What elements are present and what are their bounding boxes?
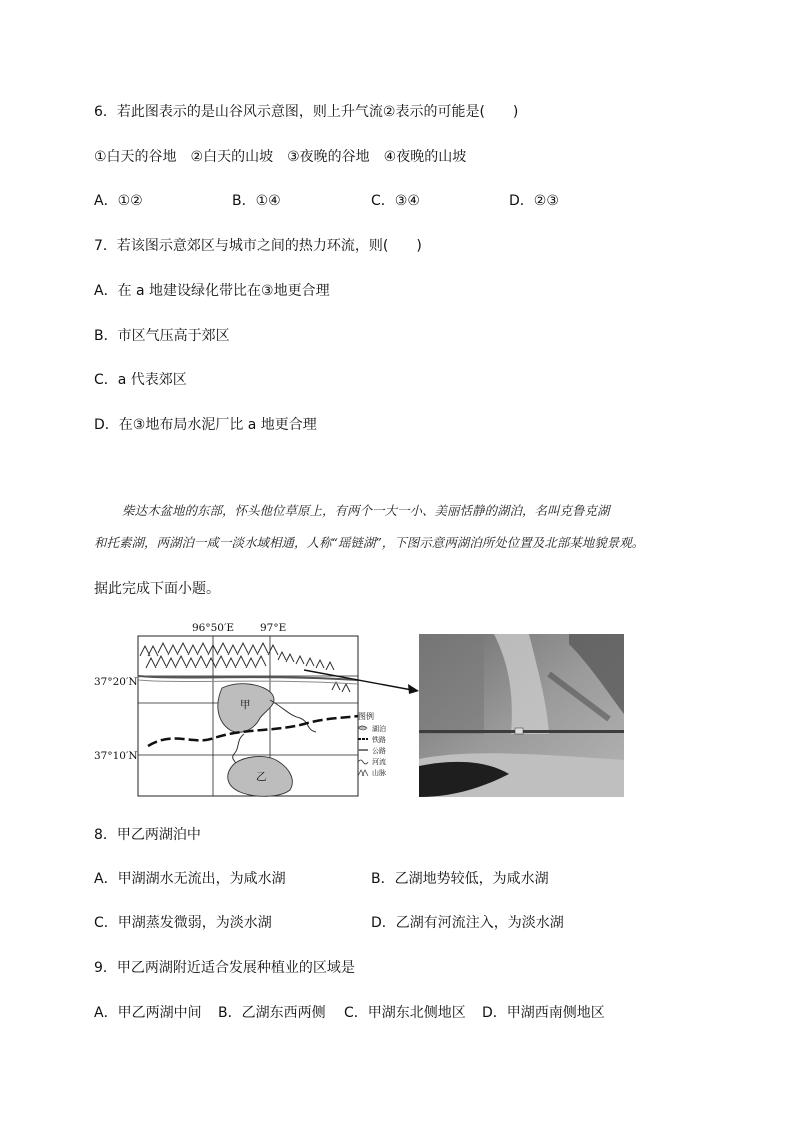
map-legend [358,711,386,777]
legend-lake: 湖泊 [372,725,386,733]
legend-mountain: 山脉 [372,769,386,777]
legend-mountain-icon [358,770,368,776]
legend-title: 图例 [358,712,374,721]
question-6-option-b: B．①④ [232,193,281,209]
question-8-option-c: C．甲湖蒸发微弱，为淡水湖 [94,915,272,931]
reading-passage [94,495,704,559]
lake-label-yi: 乙 [256,771,267,783]
question-7-option-c: C．a 代表郊区 [94,372,187,388]
legend-river-icon [358,760,368,764]
pointer-arrowhead [408,684,419,694]
question-9-option-a: A．甲乙两湖中间 [94,1005,202,1021]
lon-label-1: 96°50′E [192,622,235,634]
question-6-option-c: C．③④ [371,193,420,209]
legend-lake-icon [358,726,367,730]
question-8-option-a: A．甲湖湖水无流出，为咸水湖 [94,871,286,887]
passage-prompt: 据此完成下面小题。 [94,581,220,597]
question-9-option-d: D．甲湖西南侧地区 [482,1005,605,1021]
question-7-option-b: B．市区气压高于郊区 [94,328,230,344]
question-8-stem: 8．甲乙两湖泊中 [94,827,201,843]
question-7-option-d: D．在③地布局水泥厂比 a 地更合理 [94,417,317,433]
lon-label-2: 97°E [260,622,287,634]
question-9-stem: 9．甲乙两湖附近适合发展种植业的区域是 [94,960,355,976]
question-6-option-a: A．①② [94,193,143,209]
lake-label-jia: 甲 [240,699,251,711]
lat-label-1: 37°20′N [94,676,138,688]
question-7-option-a: A．在 a 地建设绿化带比在③地更合理 [94,283,330,299]
landform-photo [419,634,624,797]
question-6-items: ①白天的谷地 ②白天的山坡 ③夜晚的谷地 ④夜晚的山坡 [94,149,467,165]
legend-railway: 铁路 [372,736,386,744]
question-8-option-b: B．乙湖地势较低，为咸水湖 [371,871,549,887]
passage-line-2: 和托素湖，两湖泊一咸一淡水域相通，人称“瑶链湖”，下图示意两湖泊所处位置及北部某地貌景观。 [94,535,645,550]
passage-line-1: 柴达木盆地的东部，怀头他位草原上，有两个一大一小、美丽恬静的湖泊，名叫克鲁克湖 [122,503,610,518]
question-6-stem: 6．若此图表示的是山谷风示意图，则上升气流②表示的可能是( ) [94,104,519,120]
legend-road: 公路 [372,747,386,755]
question-9-option-b: B．乙湖东西两侧 [218,1005,326,1021]
question-9-option-c: C．甲湖东北侧地区 [344,1005,466,1021]
question-8-option-d: D．乙湖有河流注入，为淡水湖 [371,915,564,931]
lat-label-2: 37°10′N [94,750,138,762]
question-6-option-d: D．②③ [509,193,559,209]
question-7-stem: 7．若该图示意郊区与城市之间的热力环流，则( ) [94,238,422,254]
legend-river: 河流 [372,758,386,766]
